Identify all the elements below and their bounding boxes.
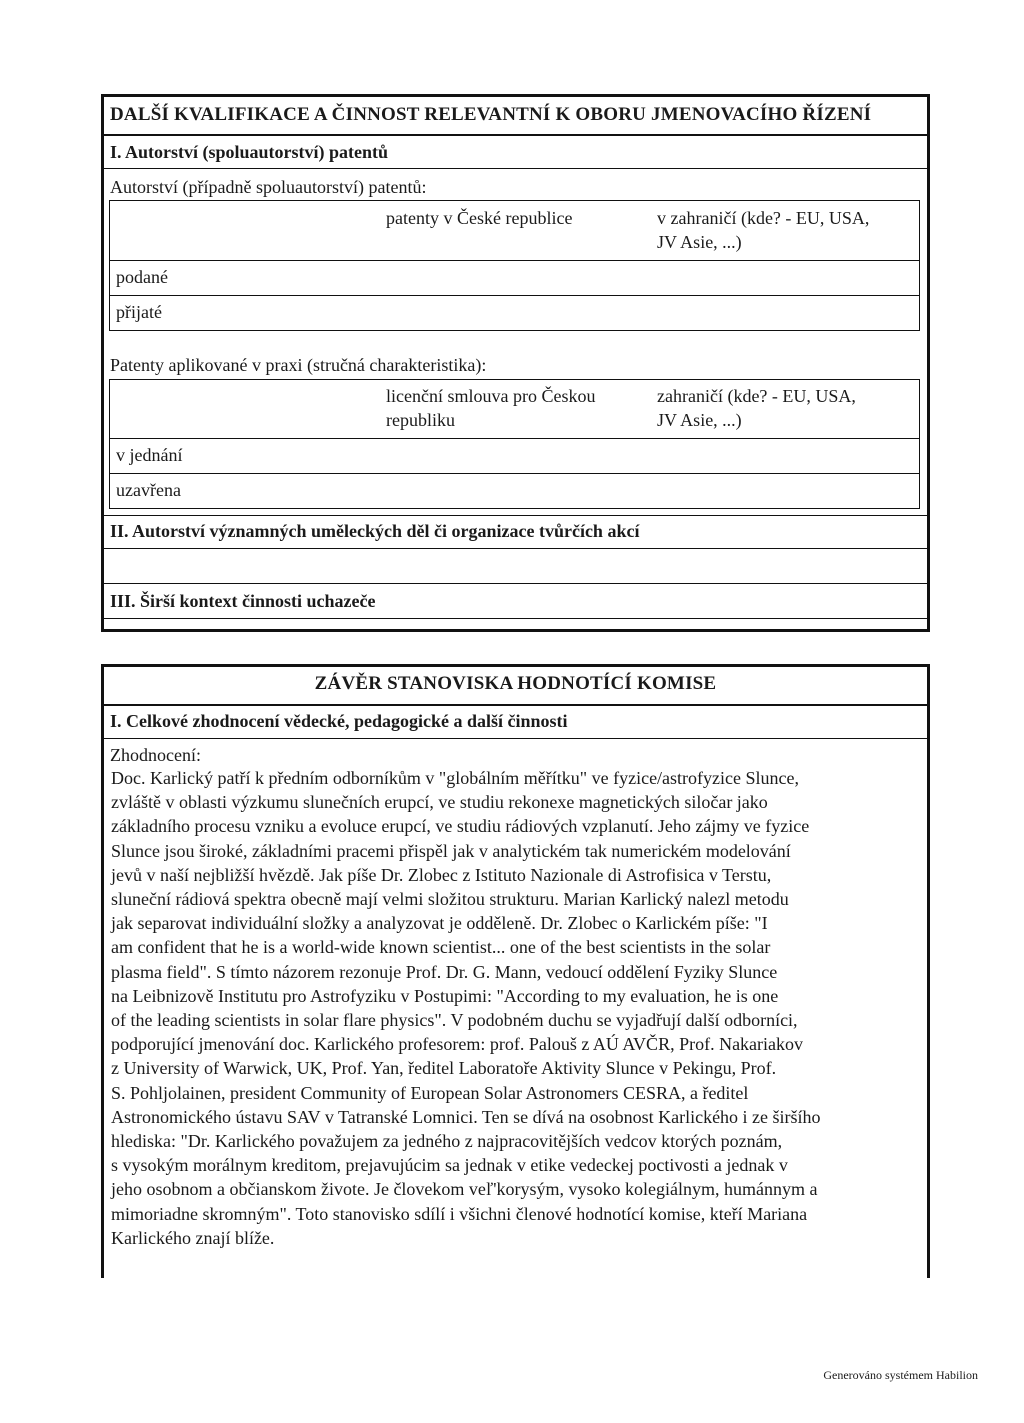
evaluation-line: Astronomického ústavu SAV v Tatranské Lomnici. Ten se dívá na osobnost Karlického i ze širšího xyxy=(111,1106,821,1127)
table-border-left xyxy=(109,200,110,331)
table-border-right xyxy=(919,379,920,509)
table-row-divider xyxy=(109,438,920,439)
evaluation-line: s vysokým morálnym kreditom, prejavujúcim sa jednak v etike vedeckej poctivosti a jednak v xyxy=(111,1155,788,1176)
evaluation-line: Slunce jsou široké, základními pracemi přispěl jak v analytickém tak numerickém modelování xyxy=(111,840,791,861)
row-closed: uzavřena xyxy=(116,480,181,500)
box-right-border xyxy=(927,94,930,632)
art-heading: II. Autorství významných uměleckých děl či organizace tvůrčích akcí xyxy=(110,521,640,541)
divider xyxy=(101,168,930,169)
conclusion-title: ZÁVĚR STANOVISKA HODNOTÍCÍ KOMISE xyxy=(314,673,717,694)
evaluation-line: of the leading scientists in solar flare physics". V podobném duchu se vyjadřují další odborníci, xyxy=(111,1010,798,1031)
evaluation-line: plasma field". S tímto názorem rezonuje Prof. Dr. G. Mann, vedoucí oddělení Fyziky Slunce xyxy=(111,961,778,982)
divider xyxy=(101,134,930,136)
box-left-border xyxy=(101,664,104,1278)
patents-intro: Autorství (případně spoluautorství) patentů: xyxy=(110,177,427,197)
evaluation-line: z University of Warwick, UK, Prof. Yan, ředitel Laboratoře Aktivity Slunce v Pekingu, Prof. xyxy=(111,1058,777,1079)
evaluation-line: jevů v naší nejbližší hvězdě. Jak píše Dr. Zlobec z Istituto Nazionale di Astrofisica v Terstu, xyxy=(111,864,772,885)
applied-patents-intro: Patenty aplikované v praxi (stručná charakteristika): xyxy=(110,355,487,375)
col-abroad-line1: zahraničí (kde? - EU, USA, xyxy=(657,386,856,406)
evaluation-line: Doc. Karlický patří k předním odborníkům v "globálním měřítku" ve fyzice/astrofyzice Slunce, xyxy=(111,768,799,788)
evaluation-line: Karlického znají blíže. xyxy=(111,1227,275,1248)
table-border-left xyxy=(109,379,110,509)
box-top-border xyxy=(101,94,930,97)
col-license-line2: republiku xyxy=(386,410,455,430)
divider xyxy=(101,548,930,549)
evaluation-line: S. Pohljolainen, president Community of European Solar Astronomers CESRA, a ředitel xyxy=(111,1082,749,1103)
box-bottom-border xyxy=(101,629,930,632)
box-left-border xyxy=(101,94,104,632)
divider xyxy=(101,704,930,706)
row-submitted: podané xyxy=(116,267,168,287)
evaluation-line: základního procesu vzniku a evoluce erupcí, ve studiu rádiových vzplanutí. Jeho zájmy ve fyzice xyxy=(111,816,810,837)
col-abroad-line1: v zahraničí (kde? - EU, USA, xyxy=(657,208,870,228)
col-abroad-line2: JV Asie, ...) xyxy=(657,232,742,252)
divider xyxy=(101,618,930,619)
evaluation-label: Zhodnocení: xyxy=(110,745,201,765)
table-border-top xyxy=(109,200,920,201)
table-row-divider xyxy=(109,473,920,474)
evaluation-line: podporující jmenování doc. Karlického profesorem: prof. Palouš z AÚ AVČR, Prof. Nakariakov xyxy=(111,1034,804,1055)
row-negotiation: v jednání xyxy=(116,445,183,465)
row-accepted: přijaté xyxy=(116,302,162,322)
col-cz-patents: patenty v České republice xyxy=(386,208,573,228)
table-row-divider xyxy=(109,295,920,296)
divider xyxy=(101,583,930,584)
evaluation-text xyxy=(111,766,911,1250)
table-border-bottom xyxy=(109,330,920,331)
section-title: DALŠÍ KVALIFIKACE A ČINNOST RELEVANTNÍ K OBORU JMENOVACÍHO ŘÍZENÍ xyxy=(110,104,872,125)
table-row-divider xyxy=(109,260,920,261)
context-heading: III. Širší kontext činnosti uchazeče xyxy=(110,591,376,611)
evaluation-line: jak separovat individuální složky a analyzovat je odděleně. Dr. Zlobec o Karlickém píše: "I xyxy=(111,913,768,934)
table-border-top xyxy=(109,379,920,380)
evaluation-heading: I. Celkové zhodnocení vědecké, pedagogické a další činnosti xyxy=(110,711,568,731)
evaluation-line: na Leibnizově Institutu pro Astrofyziku v Postupimi: "According to my evaluation, he is one xyxy=(111,985,779,1006)
divider xyxy=(101,515,930,516)
table-border-bottom xyxy=(109,508,920,509)
evaluation-line: mimoriadne skromným". Toto stanovisko sdílí i všichni členové hodnotící komise, kteří Mariana xyxy=(111,1203,808,1224)
col-abroad-line2: JV Asie, ...) xyxy=(657,410,742,430)
evaluation-line: jeho osobnom a občianskom živote. Je človekom veľ'korysým, vysoko kolegiálnym, humánnym a xyxy=(111,1179,818,1200)
divider xyxy=(101,738,930,739)
patents-heading: I. Autorství (spoluautorství) patentů xyxy=(110,142,389,162)
evaluation-line: zvláště v oblasti výzkumu slunečních erupcí, ve studiu rekonexe magnetických siločar jako xyxy=(111,792,768,813)
col-license-line1: licenční smlouva pro Českou xyxy=(386,386,596,406)
table-border-right xyxy=(919,200,920,331)
evaluation-line: am confident that he is a world-wide known scientist... one of the best scientists in the solar xyxy=(111,937,771,958)
evaluation-line: sluneční rádiová spektra obecně mají velmi složitou strukturu. Marian Karlický nalezl metodu xyxy=(111,889,789,910)
box-top-border xyxy=(101,664,930,667)
evaluation-line: hlediska: "Dr. Karlického považujem za jedného z najpracovitějších vedcov ktorých poznám, xyxy=(111,1131,783,1152)
generated-by-footer: Generováno systémem Habilion xyxy=(823,1368,978,1382)
box-right-border xyxy=(927,664,930,1278)
